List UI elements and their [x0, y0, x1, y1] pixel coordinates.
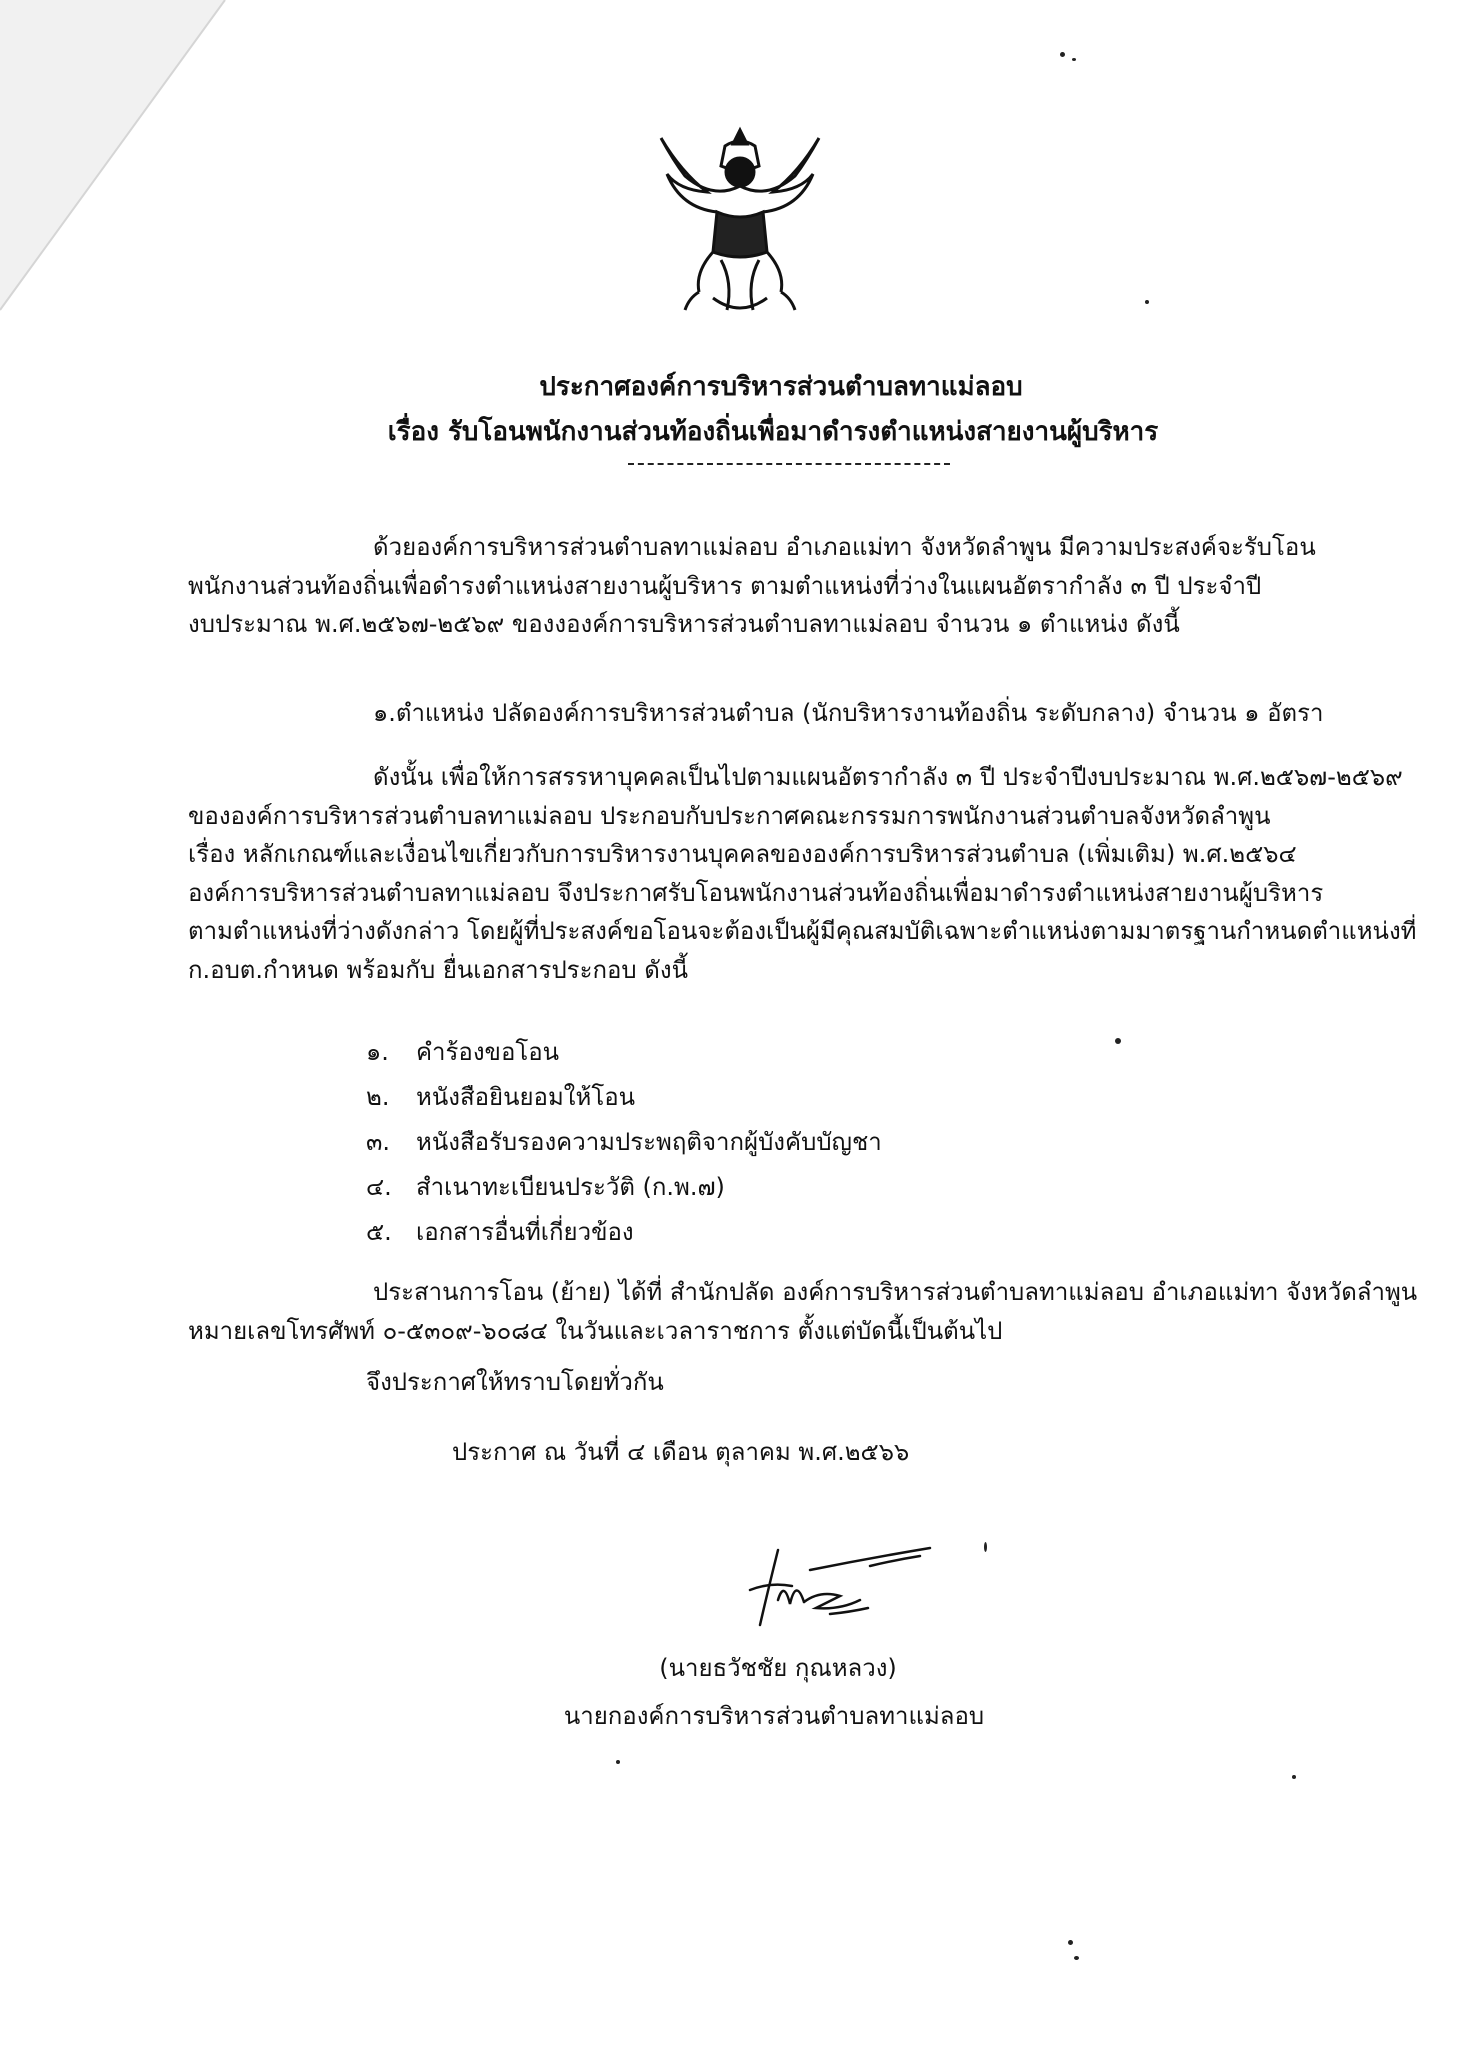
contact-line: หมายเลขโทรศัพท์ ๐-๕๓๐๙-๖๐๘๔ ในวันและเวลาราชการ ตั้งแต่บัดนี้เป็นต้นไป: [188, 1316, 1003, 1345]
document-list: [366, 1030, 882, 1255]
position-line: [188, 694, 1378, 733]
intro-line: งบประมาณ พ.ศ.๒๕๖๗-๒๕๖๙ ของงองค์การบริหารส่วนตำบลทาแม่ลอบ จำนวน ๑ ตำแหน่ง ดังนี้: [188, 610, 1180, 638]
intro-line: ด้วยองค์การบริหารส่วนตำบลทาแม่ลอบ อำเภอแม่ทา จังหวัดลำพูน มีความประสงค์จะรับโอน: [373, 533, 1316, 561]
list-number: ๓.: [366, 1128, 391, 1156]
criteria-line: ดังนั้น เพื่อให้การสรรหาบุคคลเป็นไปตามแผนอัตรากำลัง ๓ ปี ประจำปีงบประมาณ พ.ศ.๒๕๖๗-๒๕๖๙: [373, 763, 1403, 791]
intro-line: พนักงานส่วนท้องถิ่นเพื่อดำรงตำแหน่งสายงานผู้บริหาร ตามตำแหน่งที่ว่างในแผนอัตรากำลัง ๓ ปี ประจำปี: [188, 571, 1262, 600]
signature-icon: [720, 1530, 950, 1640]
list-number: ๒.: [366, 1083, 390, 1111]
scan-speck: [1292, 1775, 1296, 1779]
criteria-line: ขององค์การบริหารส่วนตำบลทาแม่ลอบ ประกอบกับประกาศคณะกรรมการพนักงานส่วนตำบลจังหวัดลำพูน: [188, 801, 1271, 830]
scan-speck: [1074, 1956, 1079, 1960]
list-text: หนังสือยินยอมให้โอน: [416, 1083, 636, 1111]
list-item: [366, 1030, 882, 1075]
closing-statement: จึงประกาศให้ทราบโดยทั่วกัน: [366, 1368, 664, 1396]
list-item: [366, 1165, 882, 1210]
list-text: สำเนาทะเบียนประวัติ (ก.พ.๗): [416, 1173, 725, 1201]
criteria-line: ตามตำแหน่งที่ว่างดังกล่าว โดยผู้ที่ประสงค์ขอโอนจะต้องเป็นผู้มีคุณสมบัติเฉพาะตำแหน่งตามมาตรฐานกำหนดตำแหน่งที่: [188, 917, 1417, 945]
list-number: ๕.: [366, 1218, 392, 1246]
criteria-paragraph: [188, 758, 1417, 989]
list-text: เอกสารอื่นที่เกี่ยวข้อง: [416, 1218, 634, 1246]
criteria-line: องค์การบริหารส่วนตำบลทาแม่ลอบ จึงประกาศรับโอนพนักงานส่วนท้องถิ่นเพื่อมาดำรงตำแหน่งสายงานผู้บริหาร: [188, 878, 1324, 907]
list-text: หนังสือรับรองความประพฤติจากผู้บังคับบัญชา: [416, 1128, 882, 1156]
scan-speck: [984, 1542, 987, 1552]
list-item: [366, 1120, 882, 1165]
announcement-date: ประกาศ ณ วันที่ ๔ เดือน ตุลาคม พ.ศ.๒๕๖๖: [452, 1438, 910, 1466]
list-item: [366, 1075, 882, 1120]
contact-line: ประสานการโอน (ย้าย) ได้ที่ สำนักปลัด องค์การบริหารส่วนตำบลทาแม่ลอบ อำเภอแม่ทา จังหวัดลำพูน: [373, 1278, 1418, 1306]
position-text: ๑.ตำแหน่ง ปลัดองค์การบริหารส่วนตำบล (นักบริหารงานท้องถิ่น ระดับกลาง) จำนวน ๑ อัตรา: [373, 699, 1324, 727]
signer-name: (นายธวัชชัย กุณหลวง): [659, 1654, 897, 1682]
criteria-line: ก.อบต.กำหนด พร้อมกับ ยื่นเอกสารประกอบ ดังนี้: [188, 955, 688, 984]
criteria-line: เรื่อง หลักเกณฑ์และเงื่อนไขเกี่ยวกับการบริหารงานบุคคลขององค์การบริหารส่วนตำบล (เพิ่มเติม) พ.ศ.๒๕๖๔: [188, 840, 1297, 868]
scan-speck: [1115, 1038, 1121, 1044]
signer-title: นายกองค์การบริหารส่วนตำบลทาแม่ลอบ: [563, 1702, 985, 1730]
scan-speck: [1060, 52, 1065, 57]
contact-paragraph: [188, 1273, 1418, 1350]
list-text: คำร้องขอโอน: [416, 1038, 560, 1066]
scan-speck: [1145, 300, 1149, 304]
title-divider: [628, 463, 950, 465]
intro-paragraph: [188, 528, 1378, 644]
garuda-emblem-icon: [655, 122, 825, 322]
document-title: ประกาศองค์การบริหารส่วนตำบลทาแม่ลอบ: [539, 372, 1023, 402]
document-subject: เรื่อง รับโอนพนักงานส่วนท้องถิ่นเพื่อมาดำรงตำแหน่งสายงานผู้บริหาร: [387, 417, 1159, 447]
scan-speck: [1068, 1940, 1073, 1945]
scan-speck: [1072, 58, 1076, 61]
list-number: ๑.: [366, 1038, 389, 1066]
list-item: [366, 1210, 882, 1255]
list-number: ๔.: [366, 1173, 392, 1201]
scan-speck: [616, 1760, 620, 1764]
